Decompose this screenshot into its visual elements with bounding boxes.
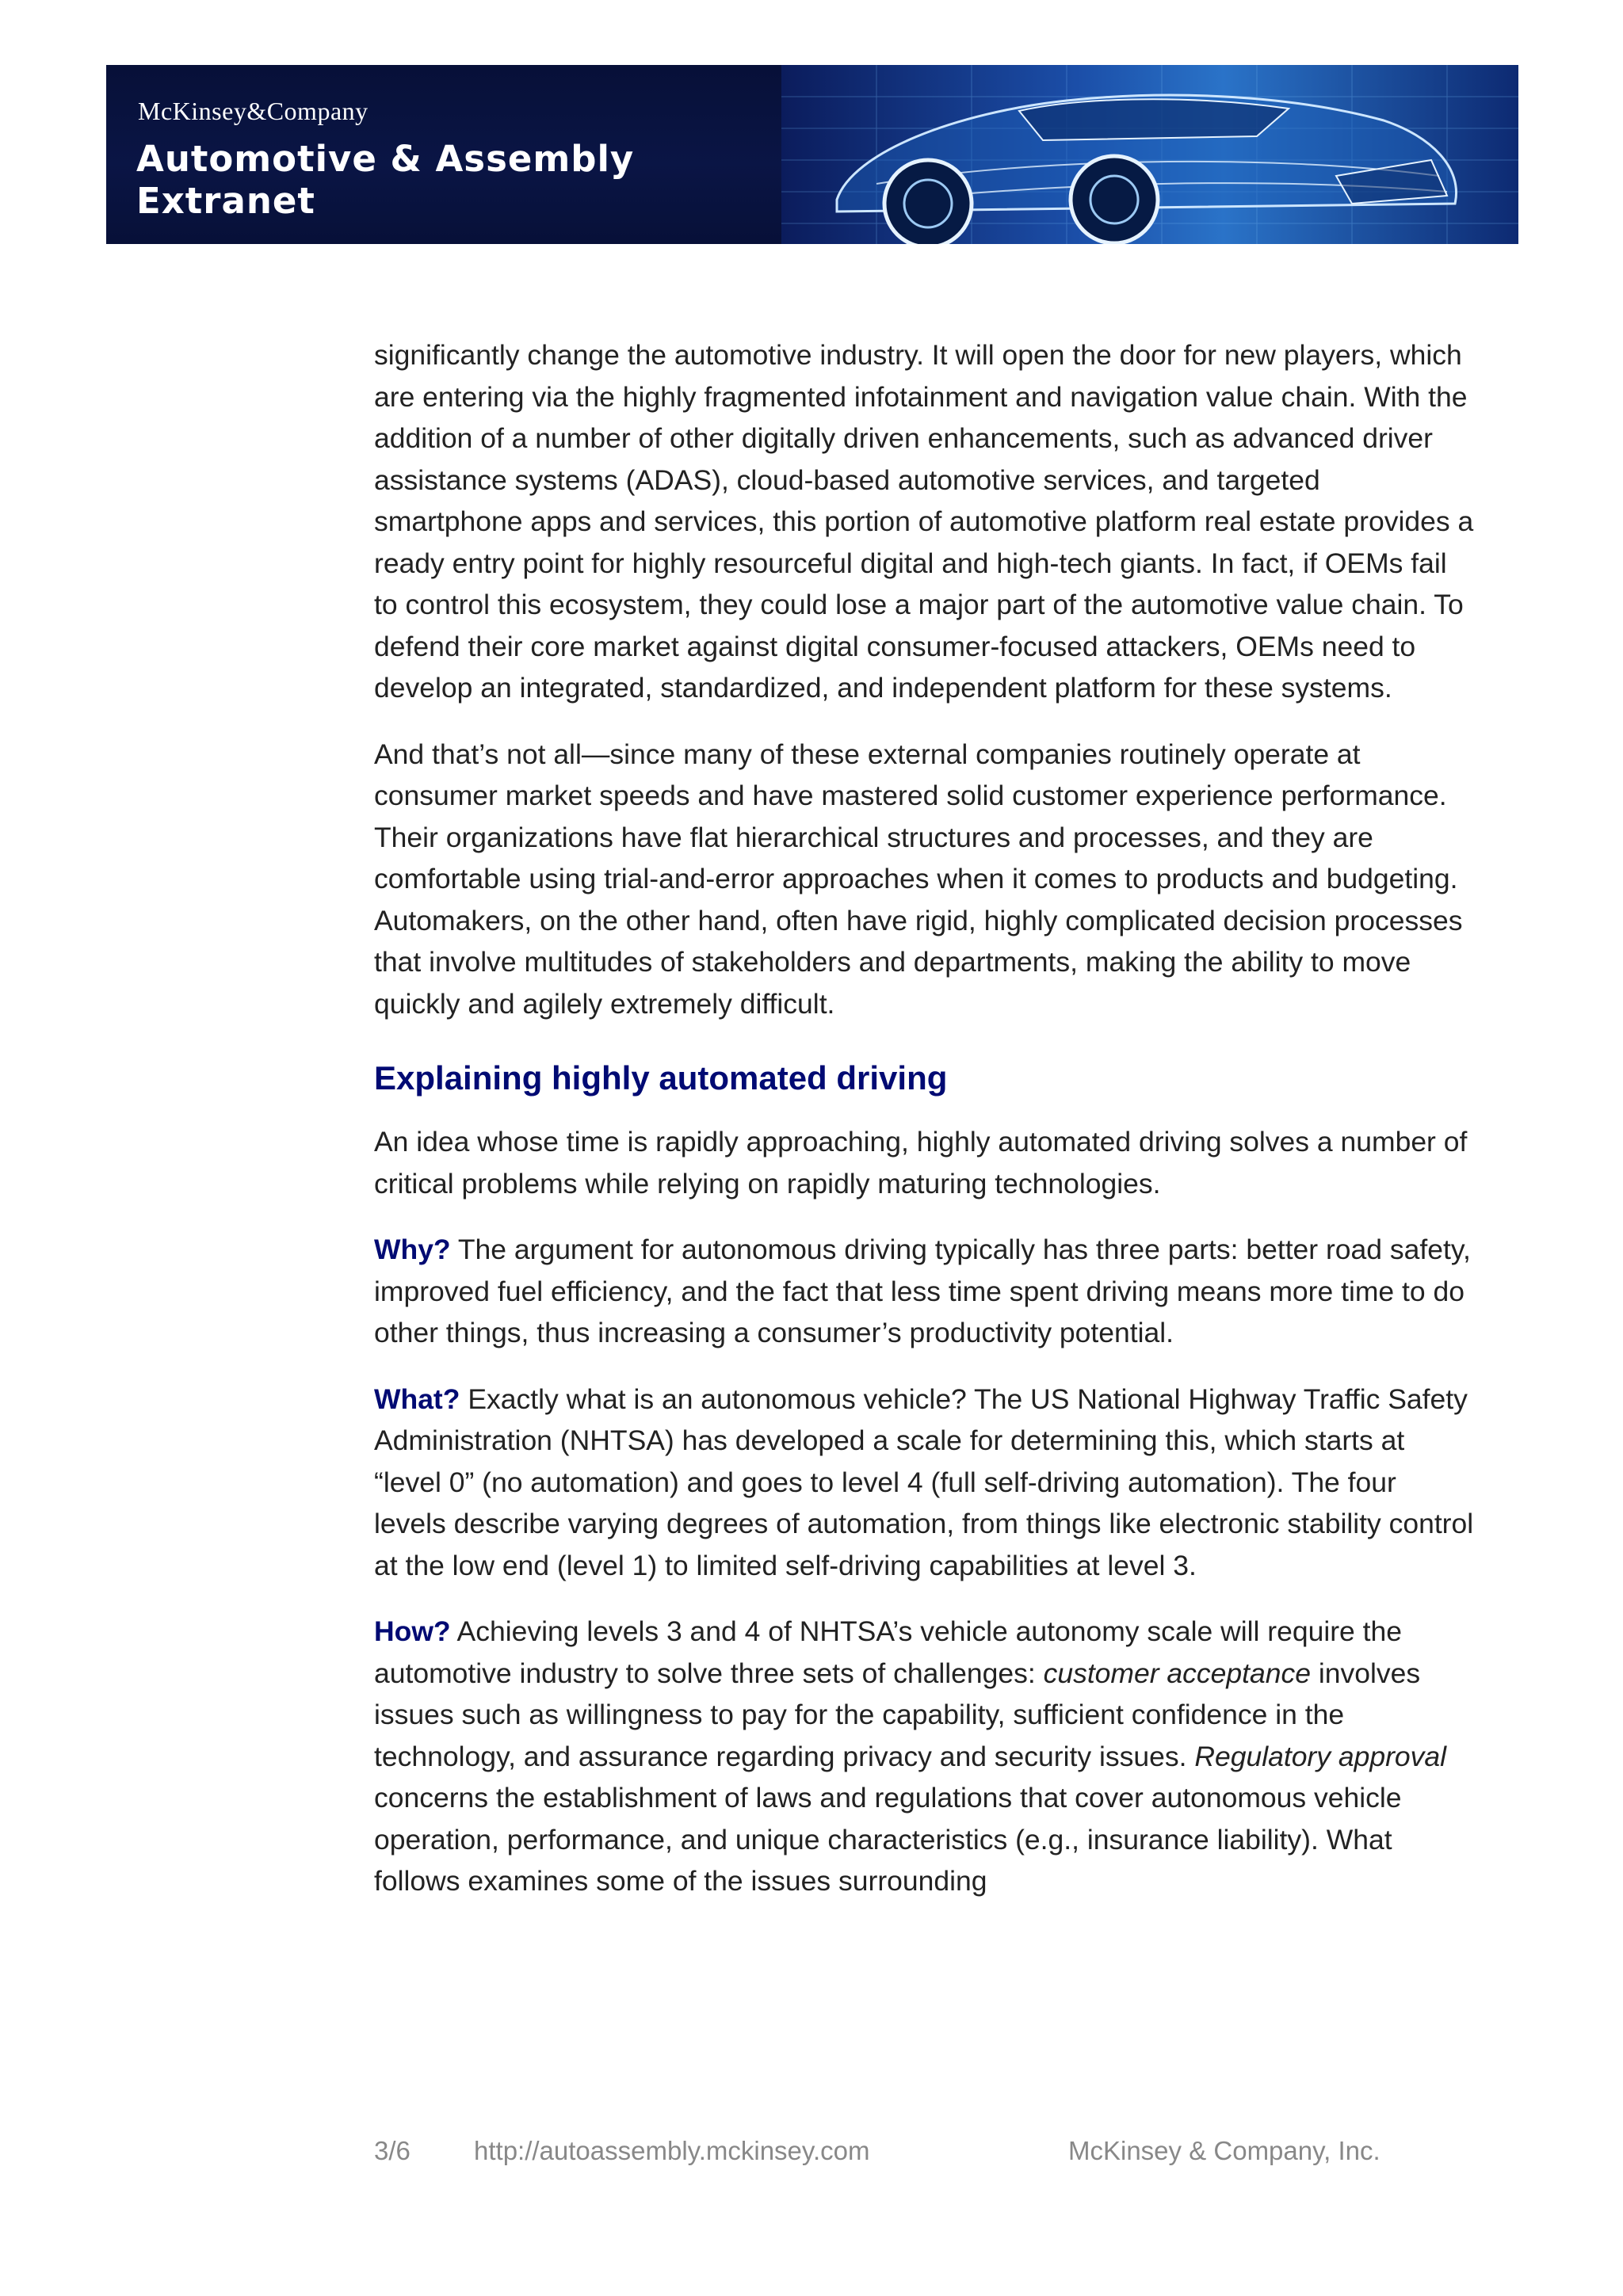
car-wireframe-image (781, 65, 1518, 244)
footer-url[interactable]: http://autoassembly.mckinsey.com (474, 2136, 870, 2165)
how-paragraph (374, 1611, 1476, 1902)
paragraph: significantly change the automotive industry. It will open the door for new players, which are entering via the highly fragmented infotainment and navigation value chain. With the addition of a number of other digitally driven enhancements, such as advanced driver assistance systems (ADAS), cloud-based automotive services, and targeted smartphone apps and services, this portion of automotive platform real estate provides a ready entry point for highly resourceful digital and high-tech giants. In fact, if OEMs fail to control this ecosystem, they could lose a major part of the automotive value chain. To defend their core market against digital consumer-focused attackers, OEMs need to develop an integrated, standardized, and independent platform for these systems. (374, 339, 1474, 704)
what-label: What? (374, 1383, 460, 1415)
how-text: concerns the establishment of laws and regulations that cover autonomous vehicle operation, performance, and unique characteristics (e.g., insurance liability). What follows examines some of the issues surrounding (374, 1782, 1402, 1897)
paragraph: And that’s not all—since many of these external companies routinely operate at consumer market speeds and have mastered solid customer experience performance. Their organizations have flat hierarchical structures and processes, and they are comfortable using trial-and-error approaches when it comes to products and budgeting. Automakers, on the other hand, often have rigid, highly complicated decision processes that involve multitudes of stakeholders and departments, making the ability to move quickly and agilely extremely difficult. (374, 738, 1463, 1020)
how-text: Achieving levels 3 and 4 of NHTSA’s vehicle autonomy scale will require the automotive industry to solve three sets of challenges: (374, 1615, 1403, 1689)
article-body (374, 334, 1476, 1927)
why-paragraph (374, 1229, 1476, 1354)
regulatory-approval-term: Regulatory approval (1194, 1740, 1447, 1772)
page-footer (0, 2136, 1623, 2176)
why-text: The argument for autonomous driving typically has three parts: better road safety, improved fuel efficiency, and the fact that less time spent driving means more time to do other things, thus increasing a consumer’s productivity potential. (374, 1234, 1471, 1348)
header-banner (106, 65, 1518, 244)
car-illustration (781, 65, 1518, 244)
how-label: How? (374, 1615, 451, 1647)
footer-company: McKinsey & Company, Inc. (1068, 2136, 1381, 2165)
section-heading: Explaining highly automated driving (374, 1059, 948, 1097)
what-paragraph (374, 1379, 1476, 1587)
customer-acceptance-term: customer acceptance (1043, 1657, 1312, 1689)
how-text: involves issues such as willingness to pay for the capability, sufficient confidence in the technology, and assurance regarding privacy and security issues. (374, 1657, 1421, 1772)
what-text: Exactly what is an autonomous vehicle? The US National Highway Traffic Safety Administration (NHTSA) has developed a scale for determining this, which starts at “level 0” (no automation) and goes to level 4 (full self-driving automation). The four levels describe varying degrees of automation, from things like electronic stability control at the low end (level 1) to limited self-driving capabilities at level 3. (374, 1383, 1474, 1581)
brand-logo: McKinsey&Company (138, 97, 369, 125)
banner-title: Automotive & Assembly Extranet (136, 138, 635, 222)
page-number: 3/6 (374, 2136, 411, 2165)
banner-title-panel (106, 65, 786, 244)
paragraph: An idea whose time is rapidly approaching, highly automated driving solves a number of critical problems while relying on rapidly maturing technologies. (374, 1126, 1468, 1199)
why-label: Why? (374, 1234, 451, 1265)
